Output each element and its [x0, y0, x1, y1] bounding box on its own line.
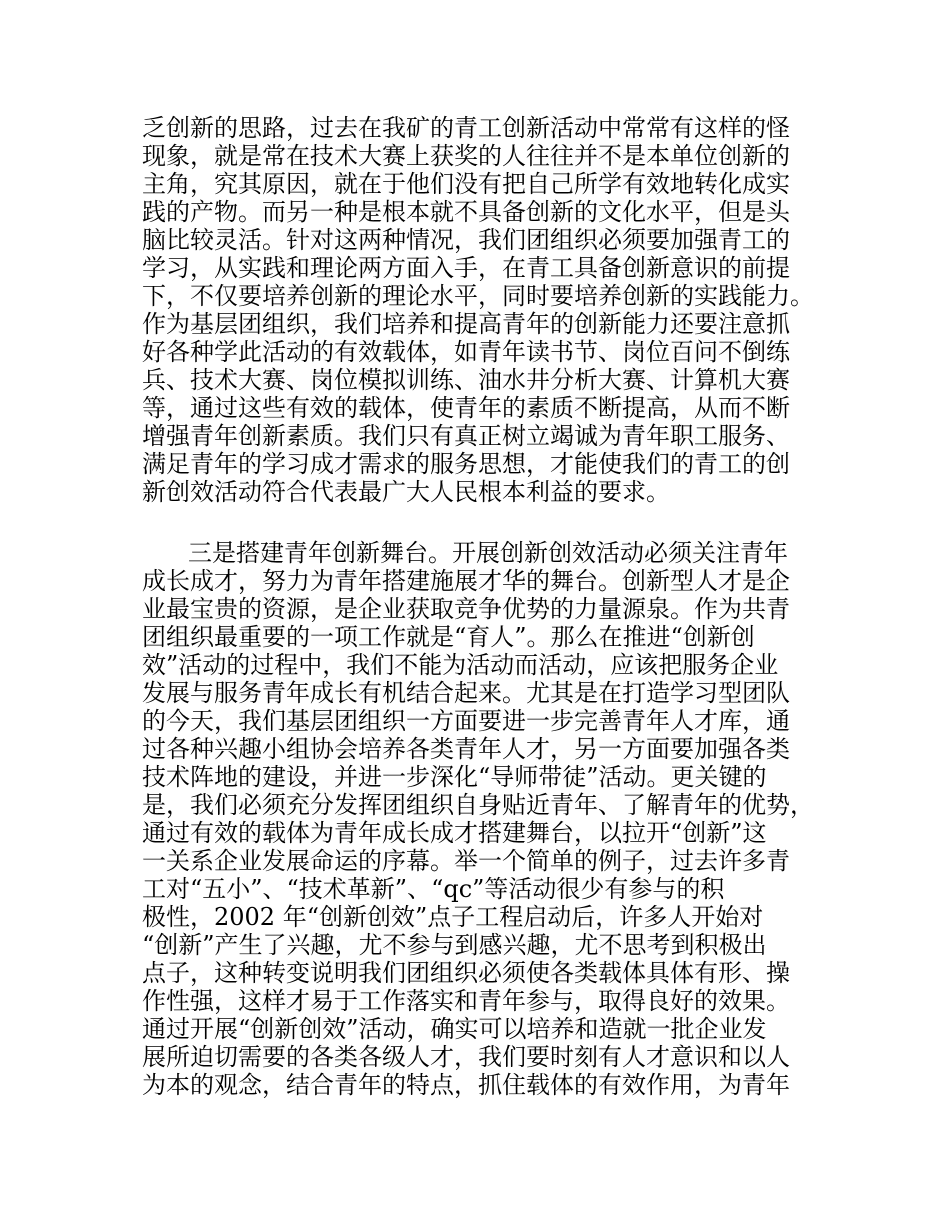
text-line: 极性，2002 年“创新创效”点子工程启动后，许多人开始对	[142, 903, 764, 931]
text-line: 脑比较灵活。针对这两种情况，我们团组织必须要加强青工的	[142, 226, 790, 254]
text-line: 增强青年创新素质。我们只有真正树立竭诚为青年职工服务、	[142, 422, 790, 450]
text-line: 的今天，我们基层团组织一方面要进一步完善青年人才库，通	[142, 707, 790, 735]
text-line: 新创效活动符合代表最广大人民根本利益的要求。	[142, 478, 670, 506]
text-line: 兵、技术大赛、岗位模拟训练、油水井分析大赛、计算机大赛	[142, 366, 790, 394]
text-line: 现象，就是常在技术大赛上获奖的人往往并不是本单位创新的	[142, 142, 790, 170]
text-line: 践的产物。而另一种是根本就不具备创新的文化水平，但是头	[142, 198, 790, 226]
text-line: 等，通过这些有效的载体，使青年的素质不断提高，从而不断	[142, 394, 790, 422]
text-line: 作为基层团组织，我们培养和提高青年的创新能力还要注意抓	[142, 310, 790, 338]
text-line: 下，不仅要培养创新的理论水平，同时要培养创新的实践能力。	[142, 282, 814, 310]
text-line: 为本的观念，结合青年的特点，抓住载体的有效作用，为青年	[142, 1071, 790, 1099]
text-line: 乏创新的思路，过去在我矿的青工创新活动中常常有这样的怪	[142, 114, 790, 142]
text-line: 通过有效的载体为青年成长成才搭建舞台，以拉开“创新”这	[142, 819, 767, 847]
text-line: 满足青年的学习成才需求的服务思想，才能使我们的青工的创	[142, 450, 790, 478]
text-line: 展所迫切需要的各类各级人才，我们要时刻有人才意识和以人	[142, 1043, 790, 1071]
paragraph-2	[142, 539, 822, 1099]
text-line: 效”活动的过程中，我们不能为活动而活动，应该把服务企业	[142, 651, 779, 679]
text-line: 团组织最重要的一项工作就是“育人”。那么在推进“创新创	[142, 623, 755, 651]
text-line: 好各种学此活动的有效载体，如青年读书节、岗位百问不倒练	[142, 338, 790, 366]
text-line: 学习，从实践和理论两方面入手，在青工具备创新意识的前提	[142, 254, 790, 282]
paragraph-1	[142, 114, 822, 506]
text-line: 工对“五小”、“技术革新”、“qc”等活动很少有参与的积	[142, 875, 725, 903]
text-line: 技术阵地的建设，并进一步深化“导师带徒”活动。更关键的	[142, 763, 767, 791]
text-line: “创新”产生了兴趣，尤不参与到感兴趣，尤不思考到积极出	[142, 931, 767, 959]
text-line: 业最宝贵的资源，是企业获取竞争优势的力量源泉。作为共青	[142, 595, 790, 623]
text-line: 通过开展“创新创效”活动，确实可以培养和造就一批企业发	[142, 1015, 767, 1043]
text-line: 过各种兴趣小组协会培养各类青年人才，另一方面要加强各类	[142, 735, 790, 763]
text-line: 是，我们必须充分发挥团组织自身贴近青年、了解青年的优势，	[142, 791, 814, 819]
text-line: 成长成才，努力为青年搭建施展才华的舞台。创新型人才是企	[142, 567, 790, 595]
text-line: 作性强，这样才易于工作落实和青年参与，取得良好的效果。	[142, 987, 790, 1015]
text-line: 三是搭建青年创新舞台。开展创新创效活动必须关注青年	[188, 539, 788, 567]
text-line: 主角，究其原因，就在于他们没有把自己所学有效地转化成实	[142, 170, 790, 198]
text-line: 一关系企业发展命运的序幕。举一个简单的例子，过去许多青	[142, 847, 790, 875]
text-line: 点子，这种转变说明我们团组织必须使各类载体具体有形、操	[142, 959, 790, 987]
text-line: 发展与服务青年成长有机结合起来。尤其是在打造学习型团队	[142, 679, 790, 707]
